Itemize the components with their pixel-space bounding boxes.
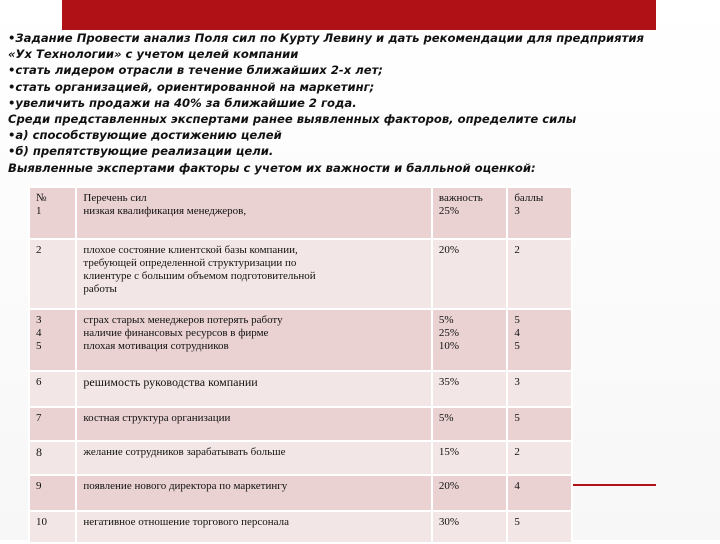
- name-cell: [76, 187, 432, 239]
- factor-name: решимость руководства компании: [83, 375, 258, 389]
- task-line: •стать организацией, ориентированной на маркетинг;: [8, 79, 375, 94]
- num-cell: [29, 511, 76, 543]
- importance-value: 5%: [438, 412, 454, 424]
- factors-table: [28, 186, 573, 544]
- importance-value: 10%: [438, 340, 460, 352]
- score-value: 5: [514, 314, 520, 326]
- task-line: Среди представленных экспертами ранее выявленных факторов, определите силы: [8, 112, 577, 127]
- name-cell: [76, 441, 432, 475]
- task-line: •б) препятствующие реализации цели.: [8, 144, 274, 159]
- score-cell: [507, 187, 572, 239]
- importance-cell: [432, 407, 507, 441]
- row-num: 4: [36, 327, 42, 339]
- table-row: [29, 407, 572, 441]
- score-cell: [507, 441, 572, 475]
- task-line: «Ух Технологии» с учетом целей компании: [8, 47, 299, 62]
- num-cell: [29, 187, 76, 239]
- importance-cell: [432, 239, 507, 309]
- row-num: 10: [36, 516, 47, 528]
- factor-name-line: плохое состояние клиентской базы компании,: [83, 244, 298, 256]
- name-cell: [76, 371, 432, 407]
- score-value: 4: [514, 327, 520, 339]
- num-cell: [29, 441, 76, 475]
- table-row: [29, 309, 572, 371]
- score-value: 3: [514, 205, 520, 217]
- row-num: 6: [36, 376, 42, 388]
- factor-name: появление нового директора по маркетингу: [83, 480, 288, 492]
- header-score: баллы: [514, 192, 544, 204]
- num-cell: [29, 371, 76, 407]
- row-num: 9: [36, 480, 42, 492]
- score-value: 5: [514, 412, 520, 424]
- name-cell: [76, 511, 432, 543]
- title-bar-decoration: [62, 0, 656, 30]
- importance-value: 30%: [438, 516, 460, 528]
- score-value: 2: [514, 446, 520, 458]
- factor-name: костная структура организации: [83, 412, 231, 424]
- factor-name: негативное отношение торгового персонала: [83, 516, 290, 528]
- table-row: [29, 371, 572, 407]
- importance-cell: [432, 511, 507, 543]
- factor-name-line: требующей определенной структуризации по: [83, 257, 297, 269]
- score-value: 5: [514, 340, 520, 352]
- importance-value: 25%: [438, 205, 460, 217]
- importance-value: 35%: [438, 376, 460, 388]
- table-row: [29, 187, 572, 239]
- importance-cell: [432, 309, 507, 371]
- importance-cell: [432, 475, 507, 511]
- importance-cell: [432, 441, 507, 475]
- row-num: 2: [36, 244, 42, 256]
- num-cell: [29, 475, 76, 511]
- factor-name: желание сотрудников зарабатывать больше: [83, 446, 286, 458]
- table-row: [29, 441, 572, 475]
- importance-value: 20%: [438, 480, 460, 492]
- score-cell: [507, 475, 572, 511]
- row-num: 1: [36, 205, 42, 217]
- row-num: 3: [36, 314, 42, 326]
- score-cell: [507, 239, 572, 309]
- header-name: Перечень сил: [83, 192, 147, 204]
- factor-name: низкая квалификация менеджеров,: [83, 205, 247, 217]
- table-row: [29, 239, 572, 309]
- row-num: 5: [36, 340, 42, 352]
- row-num: 7: [36, 412, 42, 424]
- num-cell: [29, 239, 76, 309]
- score-cell: [507, 309, 572, 371]
- importance-value: 15%: [438, 446, 460, 458]
- num-cell: [29, 407, 76, 441]
- task-line: •а) способствующие достижению целей: [8, 128, 282, 143]
- score-value: 3: [514, 376, 520, 388]
- accent-line: [570, 484, 656, 486]
- task-text: [8, 30, 714, 176]
- importance-cell: [432, 371, 507, 407]
- score-cell: [507, 371, 572, 407]
- factor-name: плохая мотивация сотрудников: [83, 340, 229, 352]
- importance-value: 25%: [438, 327, 460, 339]
- factor-name-line: клиентуре с большим объемом подготовительной: [83, 270, 316, 282]
- task-line: •увеличить продажи на 40% за ближайшие 2 года.: [8, 95, 357, 110]
- factor-name: наличие финансовых ресурсов в фирме: [83, 327, 269, 339]
- task-line: •Задание Провести анализ Поля сил по Курту Левину и дать рекомендации для предприятия: [8, 31, 644, 45]
- score-value: 4: [514, 480, 520, 492]
- score-cell: [507, 407, 572, 441]
- factor-name-line: работы: [83, 283, 117, 295]
- name-cell: [76, 475, 432, 511]
- table-row: [29, 511, 572, 543]
- importance-value: 5%: [438, 314, 454, 326]
- name-cell: [76, 239, 432, 309]
- name-cell: [76, 309, 432, 371]
- score-cell: [507, 511, 572, 543]
- num-cell: [29, 309, 76, 371]
- score-value: 2: [514, 244, 520, 256]
- score-value: 5: [514, 516, 520, 528]
- row-num: 8: [36, 445, 42, 459]
- importance-value: 20%: [438, 244, 460, 256]
- factor-name: страх старых менеджеров потерять работу: [83, 314, 283, 326]
- task-line: Выявленные экспертами факторы с учетом их важности и балльной оценкой:: [8, 160, 536, 175]
- importance-cell: [432, 187, 507, 239]
- header-importance: важность: [438, 192, 483, 204]
- table-row: [29, 475, 572, 511]
- name-cell: [76, 407, 432, 441]
- task-line: •стать лидером отрасли в течение ближайших 2-х лет;: [8, 63, 383, 78]
- header-num: №: [36, 192, 47, 204]
